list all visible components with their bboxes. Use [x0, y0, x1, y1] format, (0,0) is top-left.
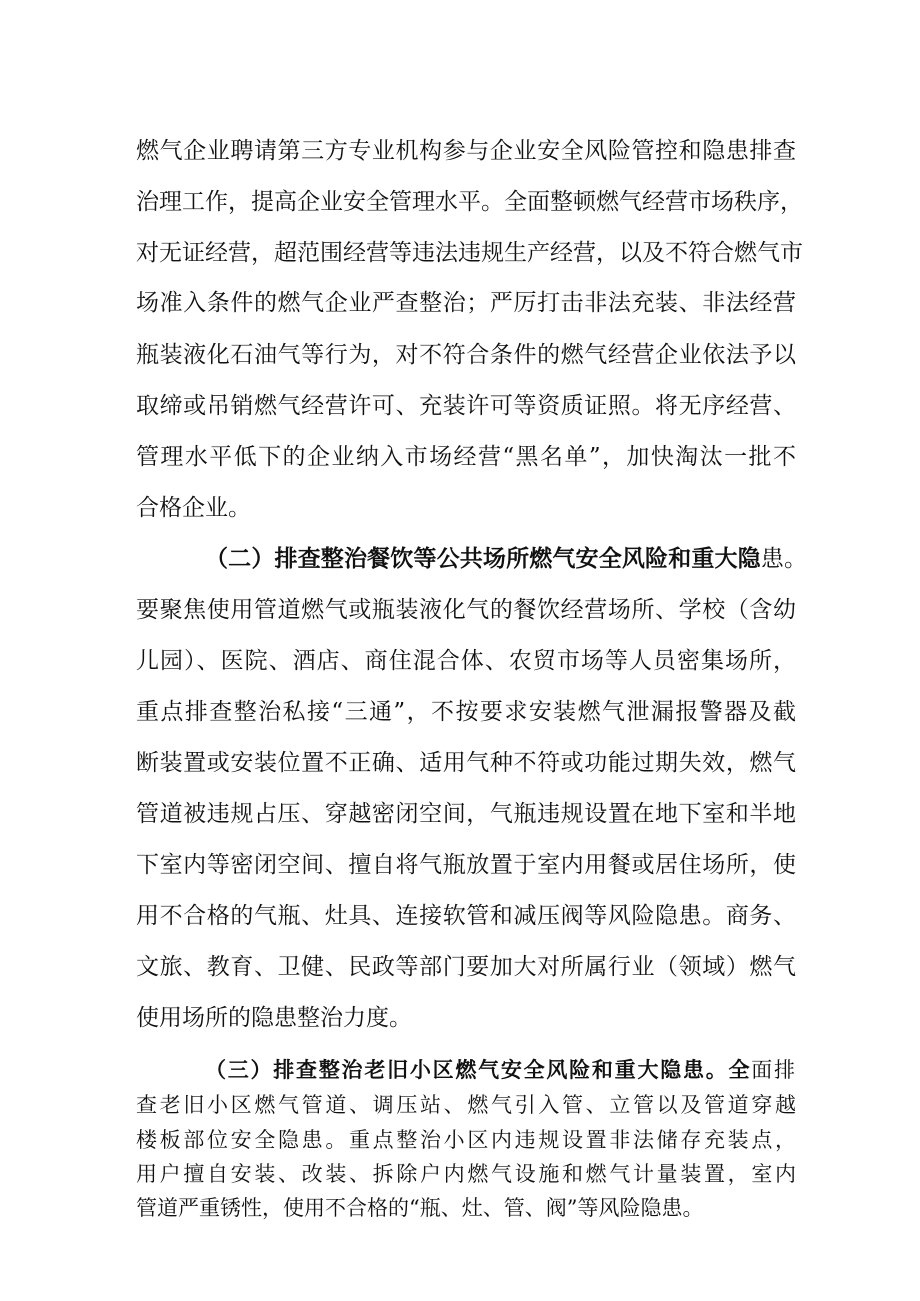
paragraph-line: 用户擅自安装、改装、拆除户内燃气设施和燃气计量装置，室内 [136, 1162, 796, 1186]
section-heading [205, 1057, 795, 1083]
paragraph-line: 管道被违规占压、穿越密闭空间，气瓶违规设置在地下室和半地 [136, 801, 796, 827]
paragraph-line: 要聚焦使用管道燃气或瓶装液化气的餐饮经营场所、学校（含幼 [136, 597, 796, 623]
paragraph-line: 合格企业。 [136, 495, 251, 521]
paragraph-line: 下室内等密闭空间、擅自将气瓶放置于室内用餐或居住场所，使 [136, 852, 796, 878]
paragraph-line: 重点排查整治私接“三通”，不按要求安装燃气泄漏报警器及截 [136, 699, 796, 725]
paragraph-line: 管理水平低下的企业纳入市场经营“黑名单”，加快淘汰一批不 [136, 444, 796, 470]
paragraph-line: 场准入条件的燃气企业严查整治；严厉打击非法充装、非法经营 [136, 290, 796, 316]
section-heading-bold: （二）排查整治餐饮等公共场所燃气安全风险和重大隐 [205, 545, 761, 572]
paragraph-line: 楼板部位安全隐患。重点整治小区内违规设置非法储存充装点， [136, 1128, 796, 1152]
paragraph-line: 查老旧小区燃气管道、调压站、燃气引入管、立管以及管道穿越 [136, 1093, 796, 1117]
paragraph-line: 燃气企业聘请第三方专业机构参与企业安全风险管控和隐患排查 [136, 138, 796, 164]
paragraph-line: 用不合格的气瓶、灶具、连接软管和减压阀等风险隐患。商务、 [136, 903, 796, 929]
paragraph-line: 儿园）、医院、酒店、商住混合体、农贸市场等人员密集场所， [136, 648, 796, 674]
section-heading-tail: 患。 [760, 546, 808, 572]
paragraph-line: 断装置或安装位置不正确、适用气种不符或功能过期失效，燃气 [136, 750, 796, 776]
paragraph-line: 对无证经营，超范围经营等违法违规生产经营，以及不符合燃气市 [136, 240, 803, 266]
paragraph-line: 瓶装液化石油气等行为，对不符合条件的燃气经营企业依法予以 [136, 342, 796, 368]
section-heading-tail: 面排 [751, 1058, 796, 1082]
paragraph-line: 使用场所的隐患整治力度。 [136, 1005, 412, 1031]
paragraph-line: 管道严重锈性，使用不合格的“瓶、灶、管、阀”等风险隐患。 [136, 1196, 704, 1220]
paragraph-line: 取缔或吊销燃气经营许可、充装许可等资质证照。将无序经营、 [136, 393, 796, 419]
paragraph-line: 文旅、教育、卫健、民政等部门要加大对所属行业（领域）燃气 [136, 954, 796, 980]
section-heading-bold: （三）排查整治老旧小区燃气安全风险和重大隐患。全 [205, 1057, 752, 1082]
paragraph-line: 治理工作，提高企业安全管理水平。全面整顿燃气经营市场秩序， [136, 189, 803, 215]
section-heading [205, 544, 807, 574]
